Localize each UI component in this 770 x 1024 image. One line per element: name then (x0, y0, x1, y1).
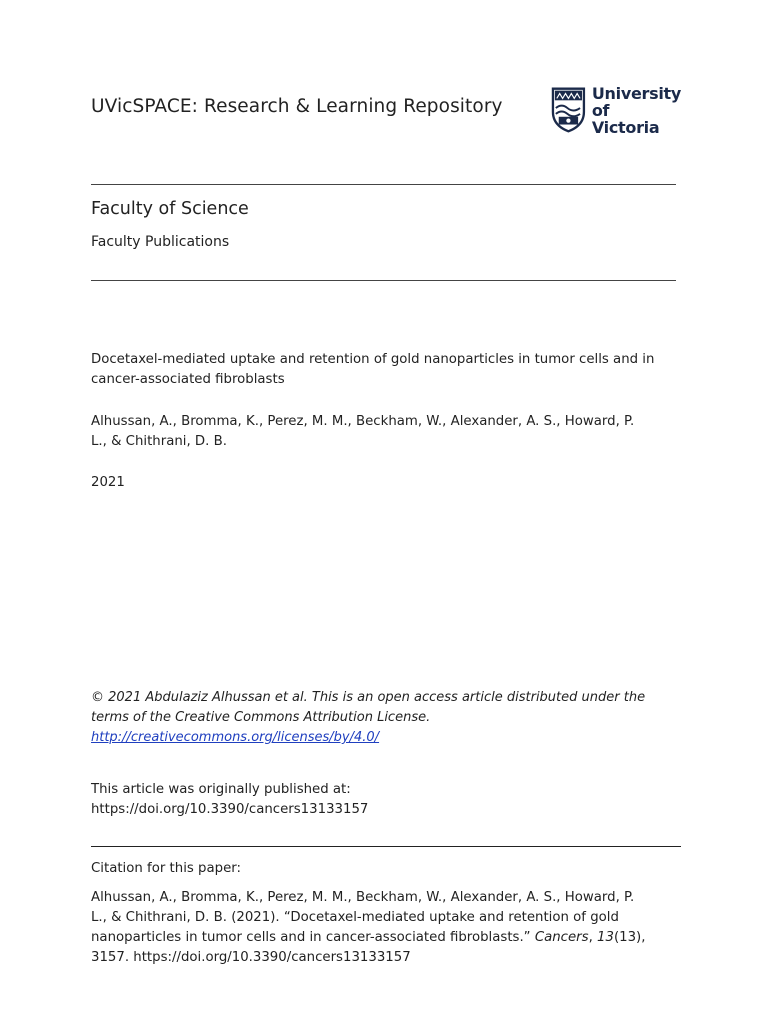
citation-journal: Cancers (534, 930, 589, 945)
citation-line-4: 3157. https://doi.org/10.3390/cancers13133157 (91, 950, 411, 965)
citation-line-3 (91, 928, 691, 948)
publication-doi[interactable]: https://doi.org/10.3390/cancers13133157 (91, 802, 369, 817)
logo-line-1: University (591, 83, 681, 103)
repository-title: UVicSPACE: Research & Learning Repository (91, 96, 503, 117)
citation-line-1: Alhussan, A., Bromma, K., Perez, M. M., Beckham, W., Alexander, A. S., Howard, P. (91, 890, 635, 905)
license-link[interactable]: http://creativecommons.org/licenses/by/4.0/ (91, 730, 380, 745)
citation-label: Citation for this paper: (91, 861, 241, 876)
publication-label: This article was originally published at: (91, 782, 351, 797)
article-title-line-2: cancer-associated fibroblasts (91, 372, 285, 387)
article-title (91, 350, 691, 390)
divider-bottom (91, 280, 676, 281)
uvic-crest-icon (551, 86, 586, 134)
citation-volume: 13 (597, 930, 614, 945)
article-title-line-1: Docetaxel-mediated uptake and retention of gold nanoparticles in tumor cells and in (91, 352, 655, 367)
publication-info (91, 780, 691, 820)
faculty-name: Faculty of Science (91, 199, 249, 219)
citation-line-3-text: nanoparticles in tumor cells and in cancer-associated fibroblasts.” (91, 930, 535, 945)
authors-line-1: Alhussan, A., Bromma, K., Perez, M. M., Beckham, W., Alexander, A. S., Howard, P. (91, 414, 635, 429)
faculty-collection: Faculty Publications (91, 234, 230, 250)
license-line-2: terms of the Creative Commons Attribution License. (91, 710, 431, 725)
license-line-1: © 2021 Abdulaziz Alhussan et al. This is an open access article distributed under the (91, 690, 646, 705)
divider-top (91, 184, 676, 185)
university-logo[interactable] (551, 85, 681, 135)
license-statement (91, 688, 691, 748)
citation-sep: , (588, 930, 598, 945)
article-year: 2021 (91, 475, 125, 490)
citation-text (91, 888, 691, 968)
citation-issue: (13), (613, 930, 646, 945)
article-authors (91, 412, 691, 452)
logo-line-2: of Victoria (591, 100, 660, 137)
logo-wordmark (592, 85, 681, 136)
citation-line-2: L., & Chithrani, D. B. (2021). “Docetaxel-mediated uptake and retention of gold (91, 910, 619, 925)
authors-line-2: L., & Chithrani, D. B. (91, 434, 227, 449)
citation-divider (91, 846, 681, 847)
